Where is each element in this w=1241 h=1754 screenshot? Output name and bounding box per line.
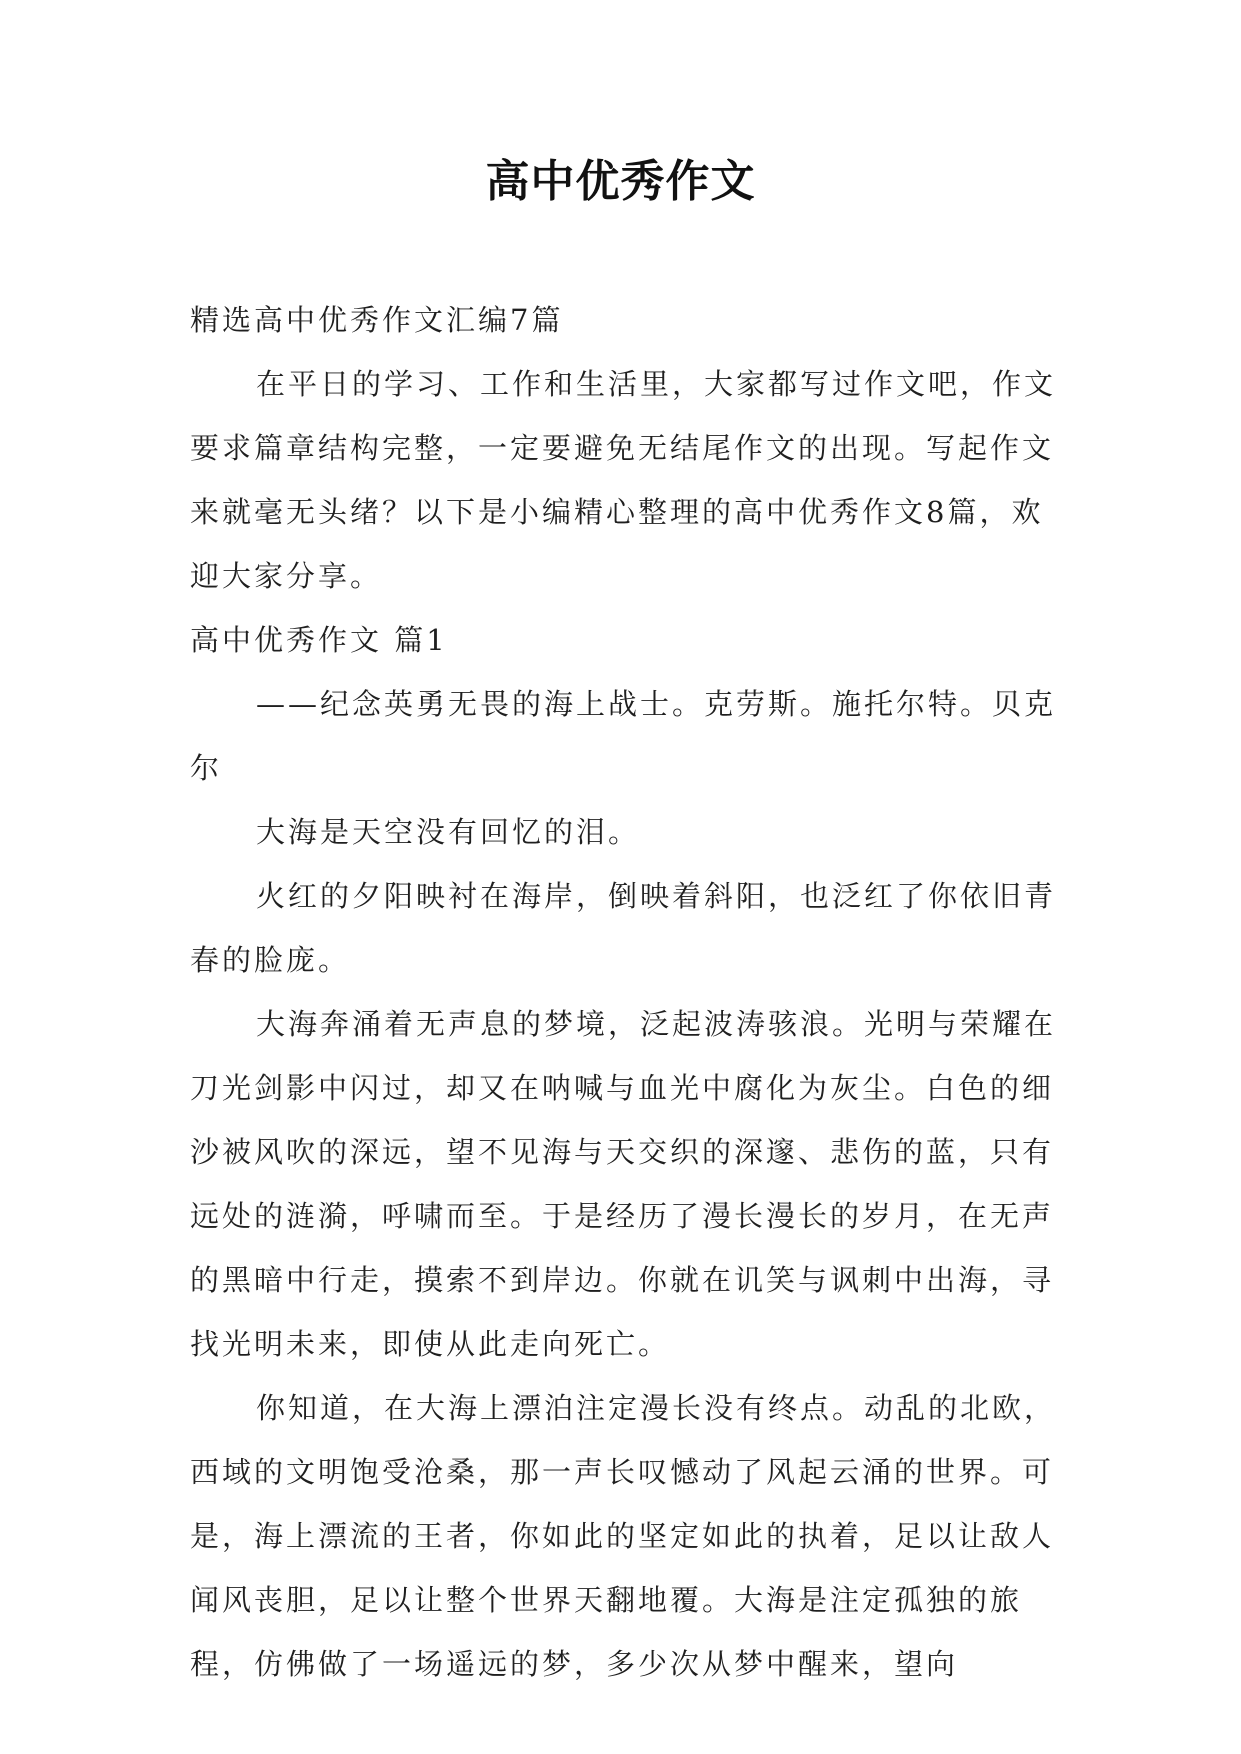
essay-paragraph-4: 你知道，在大海上漂泊注定漫长没有终点。动乱的北欧，西域的文明饱受沧桑，那一声长叹憾动了风起云涌的世界。可是，海上漂流的王者，你如此的坚定如此的执着，足以让敌人闻风丧胆，足以让整个世界天翻地覆。大海是注定孤独的旅程，仿佛做了一场遥远的梦，多少次从梦中醒来，望向	[190, 1391, 1057, 1681]
document-body	[190, 288, 1070, 1696]
intro-paragraph: 在平日的学习、工作和生活里，大家都写过作文吧，作文要求篇章结构完整，一定要避免无结尾作文的出现。写起作文来就毫无头绪？以下是小编精心整理的高中优秀作文8篇，欢迎大家分享。	[190, 367, 1057, 593]
document-subtitle: 精选高中优秀作文汇编7篇	[190, 303, 564, 337]
essay-paragraph-1: 大海是天空没有回忆的泪。	[256, 815, 641, 849]
essay-paragraph-3: 大海奔涌着无声息的梦境，泛起波涛骇浪。光明与荣耀在刀光剑影中闪过，却又在呐喊与血光中腐化为灰尘。白色的细沙被风吹的深远，望不见海与天交织的深邃、悲伤的蓝，只有远处的涟漪，呼啸而至。于是经历了漫长漫长的岁月，在无声的黑暗中行走，摸索不到岸边。你就在讥笑与讽刺中出海，寻找光明未来，即使从此走向死亡。	[190, 1007, 1057, 1361]
essay-paragraph-2: 火红的夕阳映衬在海岸，倒映着斜阳，也泛红了你依旧青春的脸庞。	[190, 879, 1057, 977]
section-heading: 高中优秀作文 篇1	[190, 623, 448, 657]
document-title: 高中优秀作文	[485, 156, 756, 207]
dedication-paragraph: ——纪念英勇无畏的海上战士。克劳斯。施托尔特。贝克尔	[190, 687, 1057, 785]
